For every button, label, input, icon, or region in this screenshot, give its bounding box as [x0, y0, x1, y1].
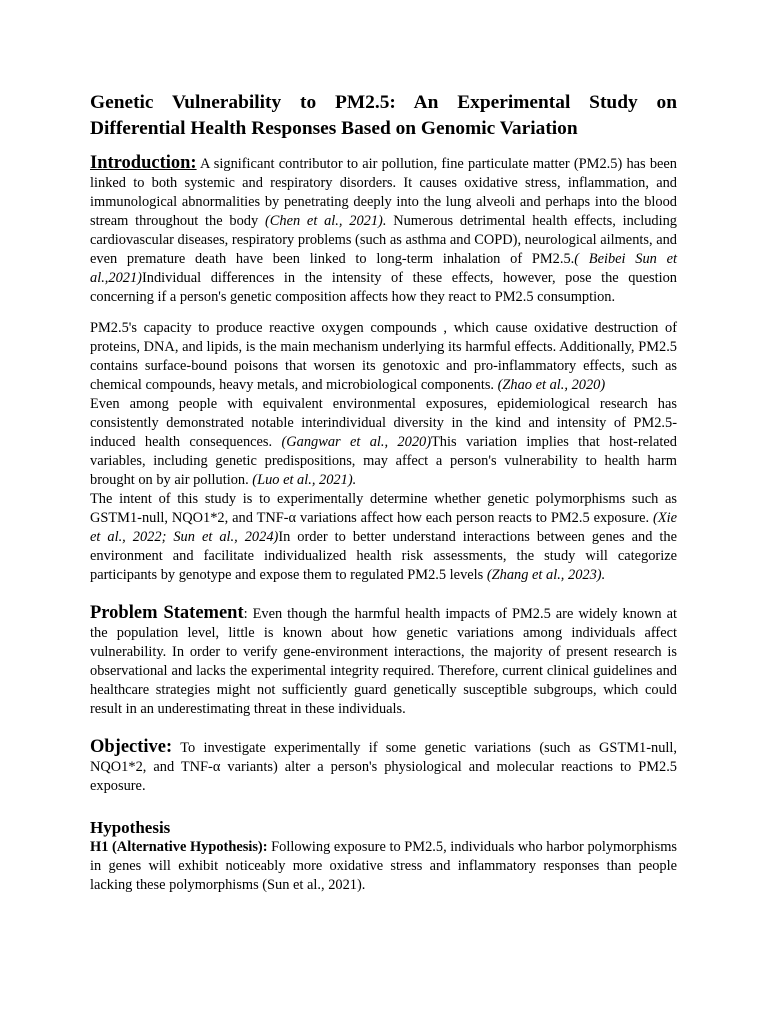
intent-text-2: In order to better understand interactions between genes and the environment and facilitate individualized health risk assessments, the study will categorize participants by genotype and expose them to regulated PM2.5 levels: [90, 529, 677, 583]
objective-text: To investigate experimentally if some genetic variations (such as GSTM1-null, NQO1*2, and TNF-α variants) alter a person's physiological and molecular reactions to PM2.5 exposure.: [90, 740, 677, 794]
problem-statement-text: : Even though the harmful health impacts of PM2.5 are widely known at the population level, little is known about how genetic variations among individuals affect vulnerability. In order to verify gene-environment interactions, the majority of present research is observational and lacks the experimental integrity required. Therefore, current clinical guidelines and healthcare strategies might not sufficiently guard genetically susceptible subgroups, which could result in an underestimating threat in these individuals.: [90, 606, 677, 717]
mechanism-paragraph: [90, 319, 677, 395]
problem-statement-label: Problem Statement: [90, 603, 244, 623]
hypothesis-h1-paragraph: [90, 838, 677, 895]
variation-paragraph: [90, 395, 677, 490]
intent-citation-2: (Zhang et al., 2023).: [486, 567, 606, 583]
variation-text-1: Even among people with equivalent environmental exposures, epidemiological research has consistently demonstrated notable interindividual diversity in the kind and intensity of PM2.5-induced health consequences.: [90, 396, 677, 450]
introduction-label: Introduction:: [90, 153, 197, 173]
intro-text-2: Numerous detrimental health effects, including cardiovascular diseases, respiratory problems (such as asthma and COPD), neurological ailments, and even premature death have been linked to long-term inhalation of PM2.5.: [90, 213, 677, 267]
intent-paragraph: [90, 490, 677, 585]
document-page: [90, 90, 677, 895]
objective-label: Objective:: [90, 737, 173, 757]
problem-statement-paragraph: [90, 604, 677, 719]
hypothesis-h1-text: Following exposure to PM2.5, individuals who harbor polymorphisms in genes will exhibit noticeably more oxidative stress and inflammatory responses than people lacking these polymorphisms (Sun et al., 2021).: [90, 839, 677, 893]
intent-text-1: The intent of this study is to experimentally determine whether genetic polymorphisms such as GSTM1-null, NQO1*2, and TNF-α variations affect how each person reacts to PM2.5 exposure.: [90, 491, 677, 526]
objective-paragraph: [90, 738, 677, 796]
mechanism-text: PM2.5's capacity to produce reactive oxygen compounds , which cause oxidative destruction of proteins, DNA, and lipids, is the main mechanism underlying its harmful effects. Additionally, PM2.5 contains surface-bound poisons that worsen its genotoxic and pro-inflammatory effects, such as chemical compounds, heavy metals, and microbiological components.: [90, 320, 677, 393]
hypothesis-section: [90, 818, 677, 895]
intent-citation-1: (Xie et al., 2022; Sun et al., 2024): [90, 510, 677, 545]
intro-citation-1: (Chen et al., 2021).: [264, 213, 387, 229]
hypothesis-h1-label: H1 (Alternative Hypothesis):: [90, 839, 268, 855]
intro-citation-2: ( Beibei Sun et al.,2021): [90, 251, 677, 286]
variation-text-2: This variation implies that host-related variables, including genetic predispositions, may affect a person's vulnerability to health harm brought on by air pollution.: [90, 434, 677, 488]
intro-text-1: A significant contributor to air pollution, fine particulate matter (PM2.5) has been linked to both systemic and respiratory disorders. It causes oxidative stress, inflammation, and immunological abnormalities by penetrating deeply into the lung alveoli and perhaps into the blood stream throughout the body: [90, 156, 677, 229]
document-title: Genetic Vulnerability to PM2.5: An Experimental Study on Differential Health Responses Based on Genomic Variation: [90, 92, 677, 139]
mechanism-citation: (Zhao et al., 2020): [497, 377, 606, 393]
intro-text-3: Individual differences in the intensity of these effects, however, pose the question concerning if a person's genetic composition affects how they react to PM2.5 consumption.: [90, 270, 677, 305]
variation-citation-1: (Gangwar et al., 2020): [281, 434, 432, 450]
hypothesis-heading: Hypothesis: [90, 818, 171, 837]
introduction-paragraph: [90, 154, 677, 307]
variation-citation-2: (Luo et al., 2021).: [252, 472, 357, 488]
